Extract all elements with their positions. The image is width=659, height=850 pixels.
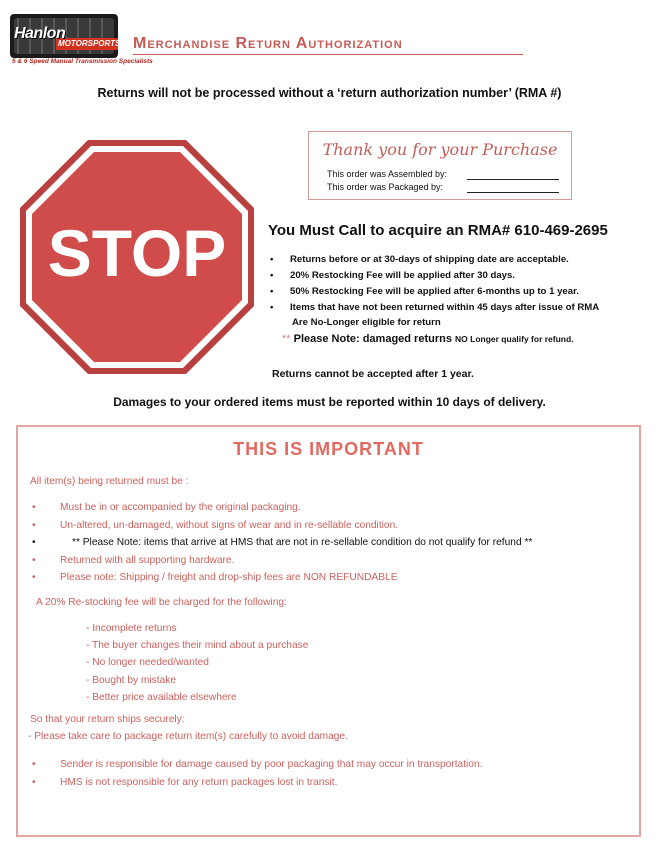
bullet-icon: • bbox=[270, 286, 274, 297]
list-item: - Incomplete returns bbox=[86, 623, 177, 634]
bullet-icon: • bbox=[32, 554, 36, 566]
restock-reasons-list bbox=[86, 620, 308, 706]
list-item: • ** Please Note: items that arrive at HMS that are not in re-sellable condition do not qualify for refund ** bbox=[30, 534, 532, 552]
logo-tagline: 5 & 6 Speed Manual Transmission Specialists bbox=[12, 58, 153, 65]
list-item: • HMS is not responsible for any return packages lost in transit. bbox=[30, 774, 482, 792]
list-item: • Please note: Shipping / freight and drop-ship fees are NON REFUNDABLE bbox=[30, 569, 532, 587]
bullet-icon: • bbox=[270, 254, 274, 265]
packaged-label: This order was Packaged by: bbox=[327, 182, 444, 192]
list-item: • 50% Restocking Fee will be applied after 6-months up to 1 year. bbox=[268, 284, 648, 300]
ship-intro: So that your return ships securely: bbox=[30, 714, 185, 725]
restock-intro: A 20% Re-stocking fee will be charged for the following: bbox=[36, 597, 287, 608]
bullet-icon: • bbox=[32, 572, 36, 583]
bullet-icon: • bbox=[270, 302, 274, 313]
bullet-icon: • bbox=[32, 519, 36, 531]
list-item: - No longer needed/wanted bbox=[86, 657, 209, 669]
damages-note: Damages to your ordered items must be reported within 10 days of delivery. bbox=[113, 395, 546, 409]
logo-brand: Hanlon bbox=[14, 25, 66, 42]
bullet-icon: • bbox=[32, 537, 36, 548]
list-item: - The buyer changes their mind about a purchase bbox=[86, 640, 309, 652]
requirements-intro: All item(s) being returned must be : bbox=[30, 476, 189, 487]
list-item: • Must be in or accompanied by the original packaging. bbox=[30, 499, 532, 517]
policy-list bbox=[268, 252, 648, 329]
requirements-list bbox=[30, 499, 532, 587]
damage-note: ** Please Note: damaged returns NO Longer qualify for refund. bbox=[282, 333, 574, 345]
responsibility-list bbox=[30, 756, 482, 791]
rma-call-instruction: You Must Call to acquire an RMA# 610-469-2695 bbox=[268, 222, 608, 239]
ship-instruction: - Please take care to package return item(s) carefully to avoid damage. bbox=[28, 731, 348, 742]
stop-sign-text: STOP bbox=[47, 216, 227, 290]
list-item: • Items that have not been returned within 45 days after issue of RMA bbox=[268, 300, 648, 316]
page-subtitle: Returns will not be processed without a ‘return authorization number’ (RMA #) bbox=[97, 86, 562, 100]
stop-sign-icon bbox=[18, 138, 256, 376]
bullet-icon: • bbox=[32, 776, 36, 788]
packaged-blank bbox=[467, 192, 559, 193]
list-item: • Sender is responsible for damage caused by poor packaging that may occur in transportation. bbox=[30, 756, 482, 774]
thank-you-box bbox=[308, 131, 572, 200]
logo-brand-sub: MOTORSPORTS bbox=[58, 39, 121, 48]
list-item: • 20% Restocking Fee will be applied after 30 days. bbox=[268, 268, 648, 284]
list-item: • Returns before or at 30-days of shipping date are acceptable. bbox=[268, 252, 648, 268]
bullet-icon: • bbox=[32, 759, 36, 770]
page-title: Merchandise Return Authorization bbox=[133, 35, 403, 52]
list-item-continuation: Are No-Longer eligible for return bbox=[292, 317, 441, 328]
list-item: • Returned with all supporting hardware. bbox=[30, 552, 532, 570]
assembled-blank bbox=[467, 179, 559, 180]
list-item: - Better price available elsewhere bbox=[86, 691, 237, 703]
title-underline bbox=[133, 54, 523, 55]
list-item: - Bought by mistake bbox=[86, 674, 177, 686]
thank-you-heading: Thank you for your Purchase bbox=[322, 140, 558, 159]
bullet-icon: • bbox=[32, 502, 36, 513]
important-box bbox=[16, 425, 641, 837]
important-title: THIS IS IMPORTANT bbox=[233, 439, 424, 459]
bullet-icon: • bbox=[270, 270, 274, 281]
list-item: • Un-altered, un-damaged, without signs of wear and in re-sellable condition. bbox=[30, 517, 532, 535]
after-year-note: Returns cannot be accepted after 1 year. bbox=[272, 368, 474, 380]
assembled-label: This order was Assembled by: bbox=[327, 169, 448, 179]
